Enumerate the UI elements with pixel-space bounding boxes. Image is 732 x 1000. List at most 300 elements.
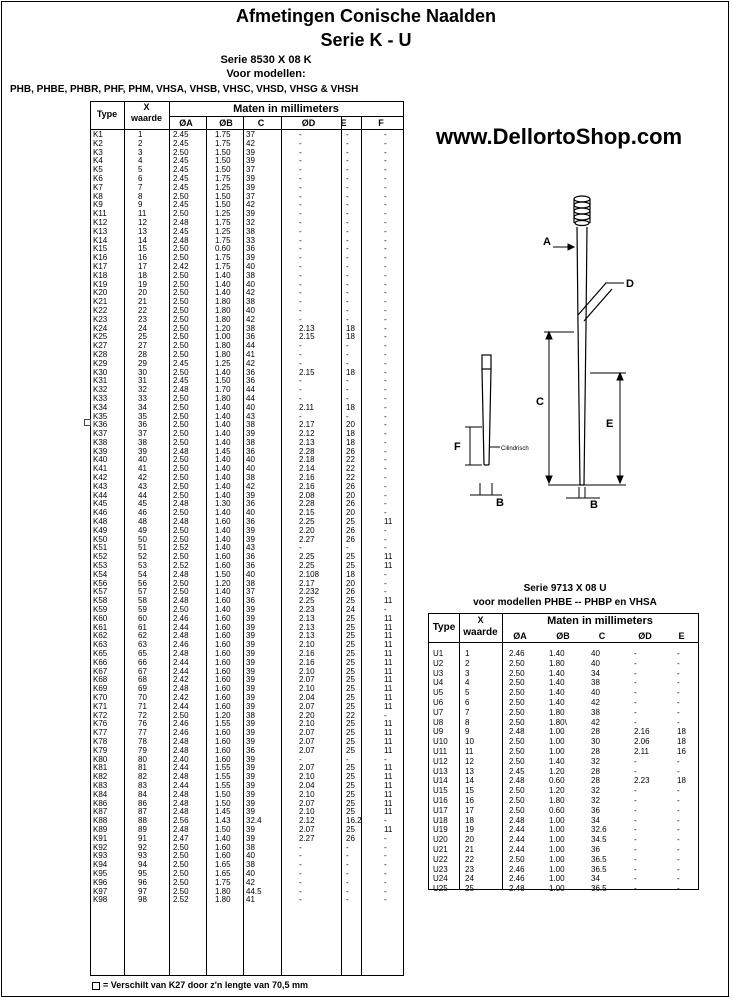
k-cell-b: 1.60 [215, 596, 231, 606]
k-cell-type: K48 [93, 517, 108, 527]
k-cell-type: K35 [93, 411, 108, 421]
k-cell-e: - [346, 217, 349, 227]
k-cell-a: 2.50 [173, 437, 189, 447]
k-cell-e: 18 [346, 323, 355, 333]
k-cell-d: 2.07 [299, 745, 315, 755]
k-cell-c: 40 [246, 464, 255, 474]
k-cell-type: K33 [93, 393, 108, 403]
k-cell-type: K2 [93, 138, 103, 148]
k-cell-c: 39 [246, 429, 255, 439]
k-footnote [92, 980, 308, 990]
k-cell-c: 39 [246, 534, 255, 544]
k-cell-b: 1.60 [215, 552, 231, 562]
k-cell-x: 59 [138, 605, 147, 615]
k-cell-f: - [384, 429, 387, 439]
k-cell-b: 1.40 [215, 367, 231, 377]
k-cell-a: 2.42 [173, 261, 189, 271]
table-row [429, 865, 698, 875]
k-cell-a: 2.48 [173, 736, 189, 746]
u-cell-e: - [677, 649, 680, 658]
k-cell-x: 69 [138, 684, 147, 694]
k-cell-a: 2.50 [173, 253, 189, 263]
k-cell-e: - [346, 349, 349, 359]
k-cell-type: K53 [93, 561, 108, 571]
u-cell-a: 2.50 [509, 746, 525, 756]
k-cell-x: 68 [138, 675, 147, 685]
k-cell-e: - [346, 288, 349, 298]
k-cell-x: 95 [138, 868, 147, 878]
k-cell-b: 1.25 [215, 182, 231, 192]
k-cell-c: 37 [246, 191, 255, 201]
k-table-body [91, 131, 403, 905]
k-cell-e: 25 [346, 798, 355, 808]
k-cell-f: - [384, 217, 387, 227]
k-cell-a: 2.50 [173, 587, 189, 597]
k-cell-type: K31 [93, 376, 108, 386]
k-cell-e: 25 [346, 622, 355, 632]
u-cell-c: 36 [591, 844, 600, 854]
k-cell-b: 1.40 [215, 402, 231, 412]
k-cell-b: 1.80 [215, 895, 231, 905]
k-cell-d: 2.18 [299, 455, 315, 465]
k-cell-c: 36 [246, 376, 255, 386]
k-cell-c: 40 [246, 569, 255, 579]
k-cell-a: 2.50 [173, 552, 189, 562]
u-cell-b: 1.40 [549, 697, 565, 707]
k-cell-e: - [346, 173, 349, 183]
k-cell-b: 1.80 [215, 886, 231, 896]
k-cell-type: K80 [93, 754, 108, 764]
k-cell-b: 1.40 [215, 270, 231, 280]
k-cell-b: 1.65 [215, 860, 231, 870]
k-cell-e: 25 [346, 631, 355, 641]
table-row [429, 874, 698, 884]
k-cell-d: 2.07 [299, 798, 315, 808]
u-header-c: C [598, 631, 606, 641]
k-cell-type: K52 [93, 552, 108, 562]
k-cell-f: - [384, 534, 387, 544]
k-cell-d: 2.12 [299, 429, 315, 439]
k-cell-type: K66 [93, 657, 108, 667]
u-header-d: ØD [638, 631, 652, 641]
k-cell-b: 1.40 [215, 455, 231, 465]
table-row [429, 718, 698, 728]
k-cell-c: 44.5 [246, 886, 262, 896]
k-cell-c: 39 [246, 789, 255, 799]
k-cell-f: - [384, 244, 387, 254]
u-cell-e: 18 [677, 776, 686, 786]
u-cell-e: - [677, 874, 680, 884]
k-cell-d: - [299, 358, 302, 368]
k-cell-type: K5 [93, 165, 103, 175]
u-cell-x: 11 [465, 746, 474, 756]
k-cell-b: 1.50 [215, 798, 231, 808]
k-cell-c: 39 [246, 736, 255, 746]
u-cell-d: 2.06 [634, 737, 650, 747]
k-cell-c: 38 [246, 270, 255, 280]
k-cell-e: - [346, 305, 349, 315]
k-cell-x: 42 [138, 473, 147, 483]
u-cell-b: 1.80\ [549, 717, 567, 727]
k-cell-f: - [384, 473, 387, 483]
k-cell-b: 1.75 [215, 138, 231, 148]
k-cell-e: 22 [346, 455, 355, 465]
k-cell-a: 2.50 [173, 525, 189, 535]
diagram-label-e: E [606, 418, 614, 430]
k-cell-type: K67 [93, 666, 108, 676]
k-cell-x: 48 [138, 517, 147, 527]
k-cell-a: 2.50 [173, 578, 189, 588]
k-cell-c: 40 [246, 305, 255, 315]
k-cell-b: 1.50 [215, 569, 231, 579]
k-cell-x: 54 [138, 569, 147, 579]
k-cell-f: - [384, 332, 387, 342]
k-cell-c: 39 [246, 684, 255, 694]
k-cell-e: 26 [346, 446, 355, 456]
u-cell-a: 2.50 [509, 697, 525, 707]
k-cell-x: 44 [138, 490, 147, 500]
u-cell-b: 1.00 [549, 727, 565, 737]
table-row [429, 855, 698, 865]
k-cell-e: - [346, 244, 349, 254]
k-cell-b: 1.20 [215, 578, 231, 588]
k-cell-f: - [384, 754, 387, 764]
k-cell-a: 2.50 [173, 305, 189, 315]
k-cell-d: 2.11 [299, 402, 314, 412]
k-cell-b: 1.60 [215, 754, 231, 764]
u-cell-type: U9 [433, 727, 444, 737]
k-cell-d: 2.08 [299, 490, 315, 500]
k-cell-a: 2.45 [173, 200, 189, 210]
u-cell-type: U1 [433, 649, 444, 658]
u-cell-d: - [634, 688, 637, 698]
k-cell-type: K39 [93, 446, 108, 456]
k-cell-f: 11 [384, 666, 393, 676]
k-cell-x: 9 [138, 200, 143, 210]
k-cell-b: 1.45 [215, 446, 231, 456]
k-cell-type: K43 [93, 481, 108, 491]
k-cell-x: 96 [138, 877, 147, 887]
u-cell-a: 2.50 [509, 795, 525, 805]
k-cell-b: 1.40 [215, 525, 231, 535]
k-cell-c: 36 [246, 596, 255, 606]
u-cell-type: U10 [433, 737, 448, 747]
k-cell-f: 11 [384, 561, 393, 571]
u-cell-d: - [634, 668, 637, 678]
k-cell-b: 1.50 [215, 789, 231, 799]
k-cell-b: 1.20 [215, 710, 231, 720]
u-cell-e: - [677, 795, 680, 805]
k-header-b: ØB [219, 118, 233, 128]
k-cell-d: 2.20 [299, 525, 315, 535]
u-cell-e: - [677, 815, 680, 825]
u-cell-type: U2 [433, 658, 444, 668]
k-cell-c: 40 [246, 279, 255, 289]
k-cell-c: 39 [246, 824, 255, 834]
k-cell-c: 39 [246, 525, 255, 535]
k-cell-b: 1.50 [215, 200, 231, 210]
k-cell-type: K81 [93, 763, 108, 773]
k-cell-x: 81 [138, 763, 147, 773]
k-cell-f: - [384, 358, 387, 368]
k-voor-label: Voor modellen: [226, 68, 306, 80]
k-cell-f: - [384, 367, 387, 377]
k-cell-f: - [384, 314, 387, 324]
k-cell-c: 36 [246, 446, 255, 456]
u-cell-d: - [634, 884, 637, 894]
k-cell-e: 25 [346, 728, 355, 738]
u-cell-b: 1.20 [549, 786, 565, 796]
website-label: www.DellortoShop.com [436, 124, 683, 149]
u-cell-x: 4 [465, 678, 470, 688]
k-cell-c: 44 [246, 393, 255, 403]
u-cell-d: - [634, 756, 637, 766]
u-cell-a: 2.50 [509, 688, 525, 698]
k-cell-f: - [384, 816, 387, 826]
k-cell-e: 25 [346, 596, 355, 606]
k-cell-type: K21 [93, 297, 108, 307]
k-cell-x: 94 [138, 860, 147, 870]
k-cell-b: 1.40 [215, 420, 231, 430]
u-cell-c: 42 [591, 717, 600, 727]
k-cell-b: 1.40 [215, 587, 231, 597]
u-cell-type: U5 [433, 688, 444, 698]
k-cell-c: 39 [246, 631, 255, 641]
k-cell-d: - [299, 393, 302, 403]
table-row [429, 747, 698, 757]
k-cell-a: 2.45 [173, 226, 189, 236]
k-cell-type: K77 [93, 728, 108, 738]
k-cell-e: - [346, 297, 349, 307]
k-cell-x: 79 [138, 745, 147, 755]
u-cell-x: 21 [465, 844, 474, 854]
k-cell-x: 93 [138, 851, 147, 861]
u-cell-type: U20 [433, 835, 448, 845]
k-cell-e: - [346, 182, 349, 192]
k-cell-d: - [299, 235, 302, 245]
u-cell-d: - [634, 815, 637, 825]
k-cell-d: 2.07 [299, 728, 315, 738]
k-cell-e: - [346, 851, 349, 861]
k-cell-type: K28 [93, 349, 108, 359]
k-cell-x: 52 [138, 552, 147, 562]
k-cell-a: 2.50 [173, 349, 189, 359]
k-cell-d: 2.232 [299, 587, 320, 597]
u-cell-x: 20 [465, 835, 474, 845]
table-row [429, 816, 698, 826]
k33-note-marker [84, 419, 91, 426]
u-cell-x: 13 [465, 766, 474, 776]
k-cell-c: 40 [246, 455, 255, 465]
k-header-f: F [378, 118, 384, 128]
u-cell-b: 1.00 [549, 854, 565, 864]
k-cell-b: 1.60 [215, 701, 231, 711]
k-cell-f: 11 [384, 613, 393, 623]
k-cell-d: 2.14 [299, 464, 315, 474]
k-cell-x: 78 [138, 736, 147, 746]
k-cell-e: - [346, 226, 349, 236]
k-cell-f: 11 [384, 736, 393, 746]
k-cell-type: K62 [93, 631, 108, 641]
k-cell-b: 1.80 [215, 297, 231, 307]
k-cell-e: - [346, 191, 349, 201]
u-cell-b: 1.00 [549, 844, 565, 854]
k-cell-b: 1.30 [215, 499, 231, 509]
k-cell-f: - [384, 297, 387, 307]
k-cell-e: - [346, 270, 349, 280]
k-cell-c: 38 [246, 323, 255, 333]
k-cell-e: 26 [346, 534, 355, 544]
u-cell-x: 3 [465, 668, 470, 678]
u-cell-c: 36.5 [591, 864, 607, 874]
u-cell-a: 2.46 [509, 874, 525, 884]
k-cell-e: 26 [346, 481, 355, 491]
k-cell-c: 37 [246, 587, 255, 597]
diagram-label-d: D [626, 278, 634, 290]
k-cell-c: 42 [246, 481, 255, 491]
k-cell-x: 41 [138, 464, 147, 474]
k-cell-x: 88 [138, 816, 147, 826]
k-cell-c: 39 [246, 719, 255, 729]
k-cell-type: K70 [93, 693, 108, 702]
u-cell-d: - [634, 805, 637, 815]
k-cell-d: - [299, 314, 302, 324]
k-cell-a: 2.50 [173, 842, 189, 852]
k-cell-f: - [384, 235, 387, 245]
u-cell-e: 18 [677, 737, 686, 747]
u-cell-x: 19 [465, 825, 474, 835]
k-cell-f: - [384, 402, 387, 412]
k-cell-d: - [299, 253, 302, 263]
u-cell-e: - [677, 756, 680, 766]
k-cell-type: K29 [93, 358, 108, 368]
k-cell-type: K16 [93, 253, 108, 263]
k-cell-d: - [299, 842, 302, 852]
k-cell-c: 38 [246, 226, 255, 236]
k-cell-d: 2.13 [299, 631, 315, 641]
u-cell-b: 1.00 [549, 835, 565, 845]
k-cell-b: 0.60 [215, 244, 231, 254]
u-cell-d: - [634, 786, 637, 796]
u-cell-d: 2.11 [634, 746, 649, 756]
k-cell-e: - [346, 253, 349, 263]
k-cell-a: 2.50 [173, 455, 189, 465]
k-cell-a: 2.45 [173, 358, 189, 368]
k-cell-e: 25 [346, 701, 355, 711]
k-series-table [90, 101, 404, 976]
u-cell-d: - [634, 697, 637, 707]
k-cell-c: 40 [246, 851, 255, 861]
u-series-table [428, 613, 699, 894]
k-cell-d: 2.108 [299, 569, 320, 579]
k-cell-e: 22 [346, 473, 355, 483]
k-cell-type: K6 [93, 173, 103, 183]
k-cell-d: 2.25 [299, 517, 315, 527]
u-cell-type: U15 [433, 786, 448, 796]
k-cell-f: - [384, 270, 387, 280]
k-cell-f: - [384, 895, 387, 905]
k-cell-e: 20 [346, 578, 355, 588]
u-cell-d: - [634, 707, 637, 717]
u-header-a: ØA [513, 631, 527, 641]
k-cell-a: 2.42 [173, 675, 189, 685]
footnote-box-icon [92, 982, 100, 990]
k-cell-f: - [384, 341, 387, 351]
k-cell-x: 14 [138, 235, 147, 245]
u-cell-x: 16 [465, 795, 474, 805]
k-cell-c: 44 [246, 385, 255, 395]
k-header-a: ØA [179, 118, 193, 128]
k-cell-d: - [299, 261, 302, 271]
k-cell-x: 87 [138, 807, 147, 817]
k-cell-c: 41 [246, 895, 255, 905]
k-cell-b: 1.40 [215, 543, 231, 553]
u-cell-c: 34 [591, 815, 600, 825]
k-cell-type: K15 [93, 244, 108, 254]
u-cell-b: 1.40 [549, 649, 565, 658]
u-cell-d: - [634, 766, 637, 776]
u-cell-type: U24 [433, 874, 448, 884]
k-cell-type: K18 [93, 270, 108, 280]
k-cell-b: 1.75 [215, 173, 231, 183]
k-cell-b: 1.75 [215, 253, 231, 263]
k-cell-a: 2.44 [173, 780, 189, 790]
k-cell-d: 2.07 [299, 763, 315, 773]
k-cell-b: 1.50 [215, 376, 231, 386]
k-cell-f: - [384, 323, 387, 333]
k-cell-e: - [346, 358, 349, 368]
k-cell-x: 92 [138, 842, 147, 852]
k-cell-b: 1.00 [215, 332, 231, 342]
k-cell-c: 39 [246, 209, 255, 219]
k-cell-e: - [346, 235, 349, 245]
u-cell-type: U13 [433, 766, 448, 776]
k-cell-f: - [384, 305, 387, 315]
k-cell-f: 11 [384, 719, 393, 729]
k-cell-e: 22 [346, 710, 355, 720]
k-cell-c: 39 [246, 253, 255, 263]
k-cell-b: 1.75 [215, 877, 231, 887]
k-cell-c: 41 [246, 349, 255, 359]
k-serie-label: Serie 8530 X 08 K [220, 54, 312, 66]
u-cell-type: U3 [433, 668, 444, 678]
k-cell-a: 2.46 [173, 719, 189, 729]
u-cell-x: 23 [465, 864, 474, 874]
k-cell-f: - [384, 209, 387, 219]
u-cell-type: U16 [433, 795, 448, 805]
k-cell-f: 11 [384, 684, 393, 694]
u-cell-a: 2.50 [509, 658, 525, 668]
k-cell-b: 1.60 [215, 745, 231, 755]
k-cell-b: 1.45 [215, 807, 231, 817]
k-cell-x: 76 [138, 719, 147, 729]
k-cell-b: 1.60 [215, 736, 231, 746]
k-cell-a: 2.45 [173, 138, 189, 148]
k-cell-f: - [384, 393, 387, 403]
k-cell-f: 11 [384, 640, 393, 650]
k-cell-type: K8 [93, 191, 103, 201]
k-cell-c: 36 [246, 244, 255, 254]
k-cell-f: - [384, 499, 387, 509]
k-header-type: Type [96, 109, 118, 119]
k-cell-a: 2.48 [173, 807, 189, 817]
table-row [429, 825, 698, 835]
k-cell-d: 2.10 [299, 666, 315, 676]
u-cell-e: - [677, 835, 680, 845]
footnote-text: = Verschilt van K27 door z'n lengte van 70,5 mm [103, 980, 308, 990]
k-cell-c: 39 [246, 675, 255, 685]
k-cell-c: 39 [246, 173, 255, 183]
